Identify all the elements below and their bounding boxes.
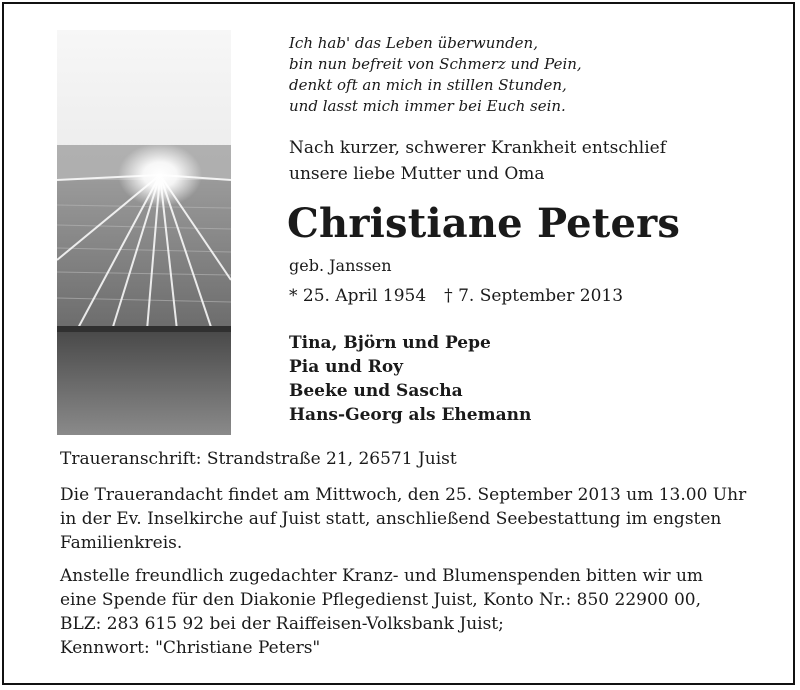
donation-line: Kennwort: "Christiane Peters" [60,638,321,658]
mourner-entry: Hans-Georg als Ehemann [289,405,532,425]
birth-date: * 25. April 1954 [289,286,427,306]
death-announcement-intro [289,135,666,187]
life-dates [289,286,641,306]
poem-line: und lasst mich immer bei Euch sein. [289,97,566,115]
donation-line: eine Spende für den Diakonie Pflegedienst Juist, Konto Nr.: 850 22900 00, [60,590,702,610]
mourner-entry: Tina, Björn und Pepe [289,333,491,353]
condolence-address: Traueranschrift: Strandstraße 21, 26571 Juist [60,449,457,469]
memorial-poem [289,33,582,117]
service-paragraph [60,483,746,555]
maiden-name: geb. Janssen [289,256,392,275]
service-line: Familienkreis. [60,533,183,553]
donation-line: BLZ: 283 615 92 bei der Raiffeisen-Volksbank Juist; [60,614,504,634]
poem-line: denkt oft an mich in stillen Stunden, [289,76,567,94]
donation-paragraph [60,564,703,660]
intro-line: unsere liebe Mutter und Oma [289,164,545,184]
intro-line: Nach kurzer, schwerer Krankheit entschlief [289,138,667,158]
mourners-list [289,331,531,427]
service-line: Die Trauerandacht findet am Mittwoch, den 25. September 2013 um 13.00 Uhr [60,485,747,505]
mourner-entry: Pia und Roy [289,357,404,377]
death-date: † 7. September 2013 [444,286,624,306]
service-line: in der Ev. Inselkirche auf Juist statt, anschließend Seebestattung im engsten [60,509,722,529]
sunset-sea-photo [57,30,231,435]
donation-line: Anstelle freundlich zugedachter Kranz- und Blumenspenden bitten wir um [60,566,704,586]
mourner-entry: Beeke und Sascha [289,381,463,401]
poem-line: Ich hab' das Leben überwunden, [289,34,538,52]
deceased-name: Christiane Peters [287,200,681,247]
poem-line: bin nun befreit von Schmerz und Pein, [289,55,582,73]
